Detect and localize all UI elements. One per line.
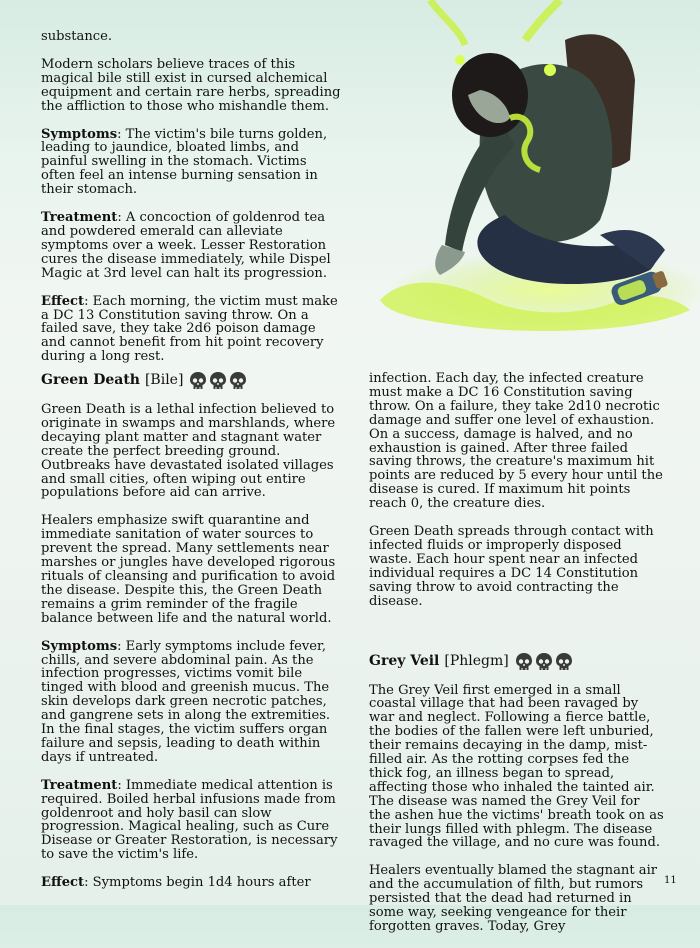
treatment-label: Treatment [41,777,118,793]
effect-label: Effect [41,293,85,309]
grey-veil-type: [Phlegm] [444,652,509,669]
modern-scholars-paragraph: Modern scholars believe traces of this magical bile still exist in cursed alchemical equipment and certain rare herbs, spreading the affliction to those who mishandle them. [41,56,341,114]
skull-icon [515,652,533,672]
symptoms-text: : The victim's bile turns golden, leading to jaundice, bloated limbs, and painful swelling in the stomach. Victims often feel an intense burning sensation in their stomach. [41,126,328,198]
severity-skulls [189,371,247,391]
green-death-symptoms [41,640,343,765]
treatment-text: : Immediate medical attention is required. Boiled herbal infusions made from goldenroot and holy basil can slow progression. Magical healing, such as Cure Disease or Greater Restoration, is necessary to save the victim's life. [41,777,338,863]
treatment-label: Treatment [41,210,118,226]
green-death-spread: Green Death spreads through contact with infected fluids or improperly disposed waste. Each hour spent near an infected individual requires a DC 14 Constitution saving throw to avoid contracting the disease. [369,524,654,609]
top-column [41,30,343,378]
grey-veil-paragraph-1: The Grey Veil first emerged in a small coastal village that had been ravaged by war and neglect. Following a fierce battle, the bodies of the fallen were left unburied, their remains decaying in the damp, mist-filled air. As the rotting corpses fed the thick fog, an illness began to spread, affecting those who inhaled the tainted air. The disease was named the Grey Veil for the ashen hue the victims' breath took on as their lungs filled with phlegm. The disease ravaged the village, and no cure was found. [369,682,664,851]
skull-icon [209,371,227,391]
effect-text: : Symptoms begin 1d4 hours after [84,875,311,891]
treatment-text: : A concoction of goldenrod tea and powdered emerald can alleviate symptoms over a week. Lesser Restoration cures the disease immediately, while Dispel Magic at 3rd level can halt its progression. [41,210,331,281]
skull-icon [555,652,573,672]
severity-skulls [515,652,573,672]
green-death-paragraph-2: Healers emphasize swift quarantine and immediate sanitation of water sources to prevent the spread. Many settlements near marshes or jungles have developed rigorous rituals of cleansing and purification to avoid the disease. Despite this, the Green Death remains a grim reminder of the fragile balance between life and the natural world. [41,513,336,626]
page-number: 11 [664,875,677,886]
symptoms-text: : Early symptoms include fever, chills, and severe abdominal pain. As the infection progresses, victims vomit bile tinged with blood and greenish mucus. The skin develops dark green necrotic patches, and gangrene sets in along the extremities. In the final stages, the victim suffers organ failure and sepsis, leading to death within days if untreated. [41,638,331,765]
skull-icon [189,371,207,391]
skull-icon [229,371,247,391]
symptoms-paragraph [41,128,343,198]
intro-end: substance. [41,29,112,44]
green-death-treatment [41,779,343,862]
green-death-paragraph-1: Green Death is a lethal infection believed to originate in swamps and marshlands, where decaying plant matter and stagnant water create the perfect breeding ground. Outbreaks have devastated isolated villages and small cities, often wiping out entire populations before aid can arrive. [41,402,336,501]
effect-label: Effect [41,875,85,891]
green-death-column [41,371,343,904]
green-death-heading [41,371,343,391]
green-death-effect [41,876,343,890]
skull-icon [535,652,553,672]
grey-veil-paragraph-2: Healers eventually blamed the stagnant air and the accumulation of filth, but rumors persisted that the dead had returned in some way, seeking vengeance for their forgotten graves. Today, Grey [369,863,658,934]
right-column [369,372,665,948]
symptoms-label: Symptoms [41,126,118,142]
effect-text: : Each morning, the victim must make a DC 13 Constitution saving throw. On a failed save, they take 2d6 poison damage and cannot benefit from hit point recovery during a long rest. [41,293,338,365]
grey-veil-title: Grey Veil [369,652,440,669]
treatment-paragraph [41,211,343,281]
green-death-effect-continued: infection. Each day, the infected creature must make a DC 16 Constitution saving throw. On a failure, they take 2d10 necrotic damage and suffer one level of exhaustion. On a success, damage is halved, and no exhaustion is gained. After three failed saving throws, the creature's maximum hit points are reduced by 5 every hour until the disease is cured. If maximum hit points reach 0, the creature dies. [369,371,663,512]
plague-victim-illustration [350,0,700,340]
green-death-title: Green Death [41,372,140,389]
green-death-type: [Bile] [144,372,184,389]
effect-paragraph [41,295,343,365]
grey-veil-heading [369,652,665,672]
symptoms-label: Symptoms [41,638,118,654]
